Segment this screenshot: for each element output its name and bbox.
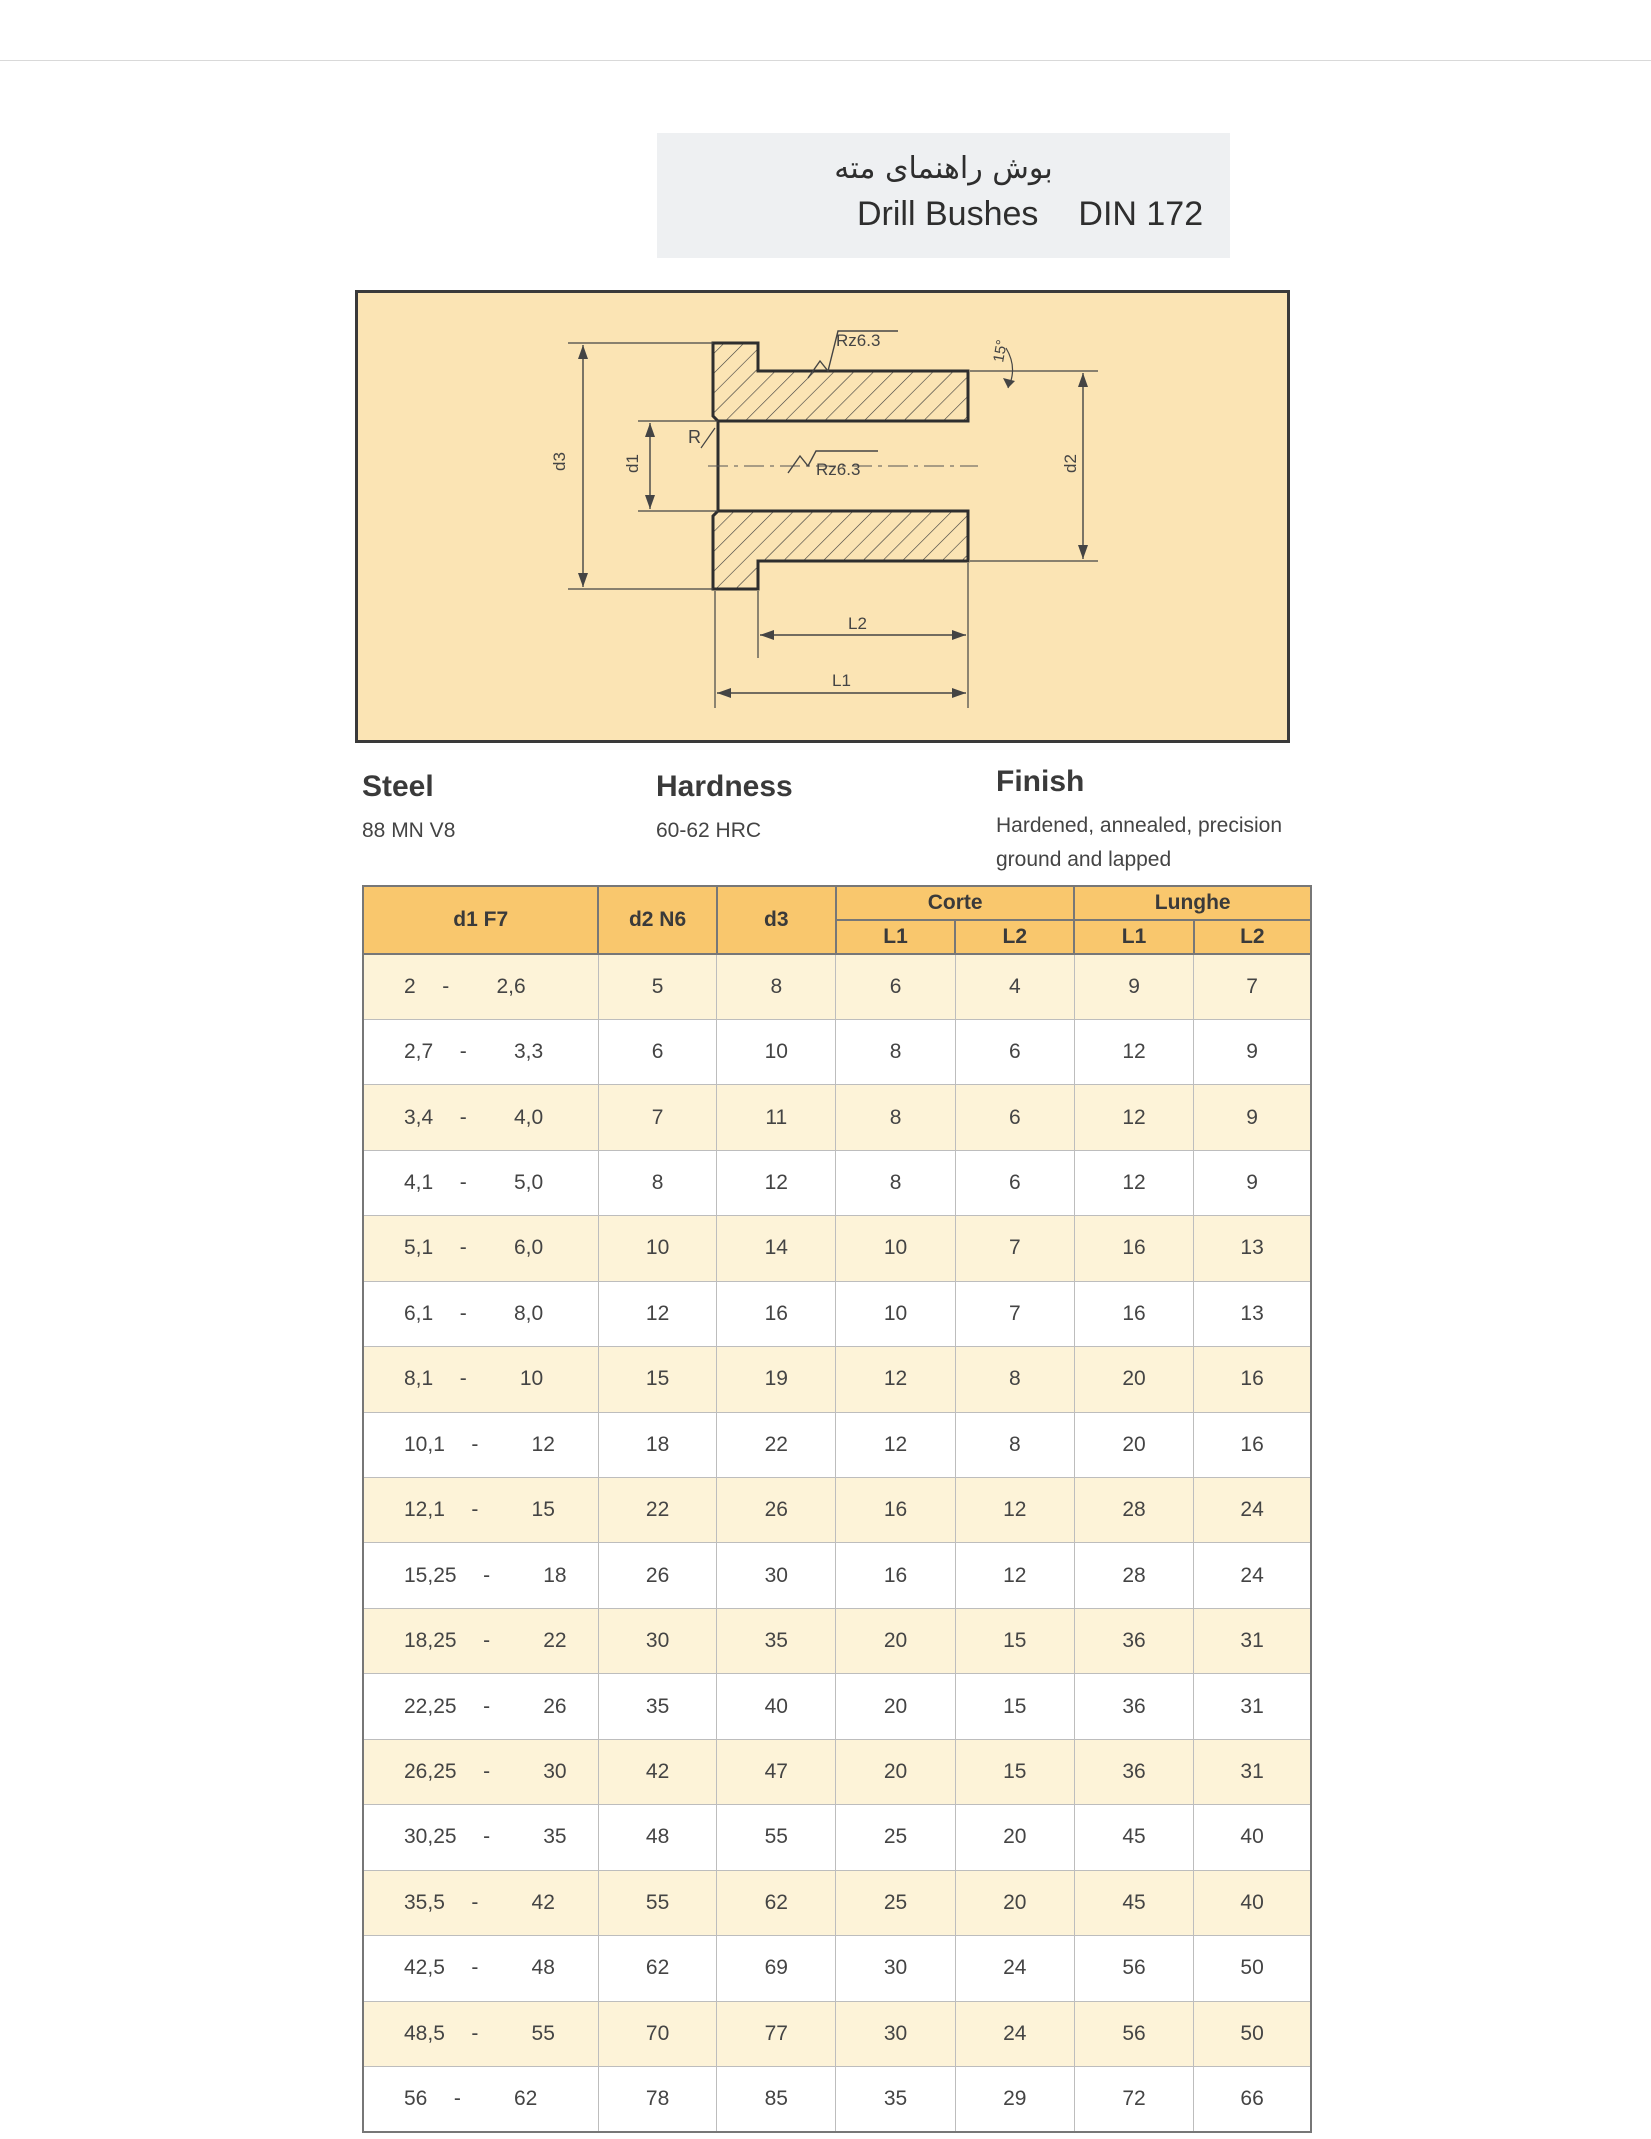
cell-corte-l1: 16 — [836, 1478, 955, 1543]
cell-d1 — [363, 1543, 598, 1608]
cell-d1-from: 4,1 — [404, 1171, 434, 1195]
range-dash: - — [453, 2086, 461, 2110]
cell-corte-l1: 8 — [836, 1150, 955, 1215]
cell-d3: 55 — [717, 1805, 836, 1870]
cell-d1-to: 22 — [543, 1629, 567, 1653]
cell-d2: 42 — [598, 1739, 716, 1804]
cell-d1-from: 56 — [404, 2086, 428, 2110]
table-row — [363, 1674, 1311, 1739]
cell-corte-l2: 15 — [955, 1608, 1074, 1673]
cell-corte-l2: 12 — [955, 1478, 1074, 1543]
cell-d1 — [363, 1870, 598, 1935]
cell-d1-to: 18 — [543, 1563, 567, 1587]
header-lunghe-l1: L1 — [1074, 920, 1193, 954]
title-persian: بوش راهنمای مته — [834, 151, 1053, 186]
cell-d1-to: 2,6 — [496, 974, 526, 998]
cell-d1-to: 42 — [531, 1890, 555, 1914]
cell-d2: 8 — [598, 1150, 716, 1215]
cell-corte-l1: 25 — [836, 1805, 955, 1870]
cell-lunghe-l2: 16 — [1194, 1412, 1311, 1477]
cell-d1 — [363, 1674, 598, 1739]
hardness-heading: Hardness — [656, 770, 793, 803]
range-dash: - — [471, 1432, 479, 1456]
cell-lunghe-l1: 45 — [1074, 1870, 1193, 1935]
cell-d1-to: 3,3 — [514, 1040, 544, 1064]
range-dash: - — [483, 1759, 491, 1783]
standard-code: DIN 172 — [1078, 195, 1204, 233]
cell-d2: 6 — [598, 1019, 716, 1084]
cell-d3: 35 — [717, 1608, 836, 1673]
cell-lunghe-l1: 36 — [1074, 1674, 1193, 1739]
cell-d1-to: 15 — [531, 1498, 555, 1522]
cell-lunghe-l1: 16 — [1074, 1216, 1193, 1281]
cell-d3: 14 — [717, 1216, 836, 1281]
cell-d2: 26 — [598, 1543, 716, 1608]
steel-spec — [362, 770, 455, 848]
cell-corte-l2: 24 — [955, 2001, 1074, 2066]
cell-lunghe-l2: 24 — [1194, 1478, 1311, 1543]
cell-d1-from: 35,5 — [404, 1890, 445, 1914]
cell-lunghe-l2: 24 — [1194, 1543, 1311, 1608]
cell-d1 — [363, 1412, 598, 1477]
d2-label: d2 — [1061, 454, 1080, 473]
range-dash: - — [483, 1694, 491, 1718]
range-dash: - — [459, 1040, 467, 1064]
cell-corte-l1: 6 — [836, 954, 955, 1019]
header-d2: d2 N6 — [598, 886, 716, 954]
cell-d1-to: 5,0 — [514, 1171, 544, 1195]
table-body — [363, 954, 1311, 2132]
cell-lunghe-l1: 36 — [1074, 1739, 1193, 1804]
cell-corte-l2: 15 — [955, 1674, 1074, 1739]
l2-label: L2 — [848, 614, 867, 633]
header-d3: d3 — [717, 886, 836, 954]
finish-value: Hardened, annealed, precision ground and lapped — [996, 814, 1283, 871]
cell-d3: 22 — [717, 1412, 836, 1477]
cell-d1 — [363, 2001, 598, 2066]
table-row — [363, 1085, 1311, 1150]
cell-d2: 5 — [598, 954, 716, 1019]
cell-d3: 77 — [717, 2001, 836, 2066]
cell-d2: 22 — [598, 1478, 716, 1543]
cell-lunghe-l1: 36 — [1074, 1608, 1193, 1673]
cell-lunghe-l1: 12 — [1074, 1085, 1193, 1150]
cell-corte-l1: 20 — [836, 1608, 955, 1673]
cell-lunghe-l2: 50 — [1194, 2001, 1311, 2066]
cell-d1 — [363, 1085, 598, 1150]
cell-corte-l2: 6 — [955, 1085, 1074, 1150]
cell-lunghe-l2: 31 — [1194, 1608, 1311, 1673]
cell-d1-to: 10 — [519, 1367, 544, 1391]
cell-lunghe-l1: 20 — [1074, 1412, 1193, 1477]
cell-lunghe-l2: 31 — [1194, 1674, 1311, 1739]
cell-d3: 8 — [717, 954, 836, 1019]
cell-d2: 30 — [598, 1608, 716, 1673]
cell-d1 — [363, 1347, 598, 1412]
cell-corte-l1: 35 — [836, 2066, 955, 2132]
cell-lunghe-l2: 40 — [1194, 1805, 1311, 1870]
table-row — [363, 954, 1311, 1019]
cell-d1-to: 62 — [514, 2086, 538, 2110]
cell-d2: 7 — [598, 1085, 716, 1150]
cell-corte-l1: 8 — [836, 1019, 955, 1084]
cell-lunghe-l1: 12 — [1074, 1019, 1193, 1084]
table-row — [363, 1150, 1311, 1215]
range-dash: - — [483, 1563, 491, 1587]
cell-lunghe-l2: 40 — [1194, 1870, 1311, 1935]
cell-lunghe-l2: 13 — [1194, 1216, 1311, 1281]
bushing-section-svg — [358, 293, 1287, 740]
table-row — [363, 1543, 1311, 1608]
cell-d1 — [363, 1608, 598, 1673]
cell-d1-to: 12 — [531, 1432, 555, 1456]
cell-lunghe-l2: 13 — [1194, 1281, 1311, 1346]
cell-d3: 12 — [717, 1150, 836, 1215]
cell-lunghe-l2: 9 — [1194, 1019, 1311, 1084]
cell-lunghe-l1: 12 — [1074, 1150, 1193, 1215]
cell-lunghe-l1: 56 — [1074, 2001, 1193, 2066]
cell-d3: 19 — [717, 1347, 836, 1412]
range-dash: - — [471, 1890, 479, 1914]
cell-d2: 15 — [598, 1347, 716, 1412]
dimensions-table — [362, 885, 1312, 2133]
range-dash: - — [442, 974, 450, 998]
finish-spec — [996, 765, 1316, 877]
cell-corte-l1: 8 — [836, 1085, 955, 1150]
cell-d3: 85 — [717, 2066, 836, 2132]
cell-corte-l2: 6 — [955, 1019, 1074, 1084]
cell-lunghe-l1: 20 — [1074, 1347, 1193, 1412]
table-row — [363, 1216, 1311, 1281]
d1-label: d1 — [623, 454, 642, 473]
steel-value: 88 MN V8 — [362, 819, 456, 842]
cell-lunghe-l2: 16 — [1194, 1347, 1311, 1412]
cell-corte-l1: 12 — [836, 1347, 955, 1412]
cell-d3: 30 — [717, 1543, 836, 1608]
cell-corte-l2: 12 — [955, 1543, 1074, 1608]
cell-corte-l2: 8 — [955, 1347, 1074, 1412]
cell-d1-from: 2 — [404, 974, 416, 998]
cell-lunghe-l2: 9 — [1194, 1150, 1311, 1215]
cell-d2: 62 — [598, 1936, 716, 2001]
hardness-spec — [656, 770, 793, 848]
cell-d1 — [363, 1019, 598, 1084]
cell-d3: 40 — [717, 1674, 836, 1739]
cell-d2: 12 — [598, 1281, 716, 1346]
cell-d1 — [363, 1216, 598, 1281]
cell-d1 — [363, 1739, 598, 1804]
table-row — [363, 1608, 1311, 1673]
cell-lunghe-l2: 9 — [1194, 1085, 1311, 1150]
scan-edge-line — [0, 60, 1651, 61]
cell-corte-l1: 25 — [836, 1870, 955, 1935]
range-dash: - — [483, 1629, 491, 1653]
product-name: Drill Bushes — [857, 195, 1039, 233]
title-banner — [657, 133, 1230, 258]
cell-d2: 48 — [598, 1805, 716, 1870]
cell-corte-l2: 24 — [955, 1936, 1074, 2001]
rz-inner-label: Rz6.3 — [816, 460, 861, 479]
range-dash: - — [459, 1236, 467, 1260]
cell-d1-from: 48,5 — [404, 2021, 445, 2045]
cell-corte-l1: 20 — [836, 1674, 955, 1739]
cell-lunghe-l1: 28 — [1074, 1478, 1193, 1543]
table-row — [363, 1805, 1311, 1870]
cell-d3: 26 — [717, 1478, 836, 1543]
rz-outer-label: Rz6.3 — [836, 331, 881, 350]
cell-corte-l2: 15 — [955, 1739, 1074, 1804]
table-row — [363, 1870, 1311, 1935]
cell-d1-to: 6,0 — [514, 1236, 544, 1260]
cell-d1-from: 42,5 — [404, 1956, 445, 1980]
cell-d1-from: 10,1 — [404, 1432, 445, 1456]
upper-section — [713, 343, 968, 421]
cell-d1-from: 3,4 — [404, 1105, 434, 1129]
header-lunghe: Lunghe — [1074, 886, 1311, 920]
cell-d1-from: 5,1 — [404, 1236, 434, 1260]
cell-d1 — [363, 1478, 598, 1543]
cell-d1-from: 6,1 — [404, 1301, 434, 1325]
table-row — [363, 1478, 1311, 1543]
cell-d2: 78 — [598, 2066, 716, 2132]
cell-lunghe-l1: 16 — [1074, 1281, 1193, 1346]
cell-d1-from: 26,25 — [404, 1759, 457, 1783]
cell-d3: 16 — [717, 1281, 836, 1346]
cell-lunghe-l1: 72 — [1074, 2066, 1193, 2132]
cell-corte-l2: 4 — [955, 954, 1074, 1019]
cell-d1 — [363, 2066, 598, 2132]
range-dash: - — [459, 1171, 467, 1195]
cell-corte-l1: 30 — [836, 1936, 955, 2001]
range-dash: - — [459, 1105, 467, 1129]
cell-lunghe-l2: 31 — [1194, 1739, 1311, 1804]
radius-label: R — [688, 427, 701, 447]
cell-corte-l2: 20 — [955, 1805, 1074, 1870]
table-row — [363, 2001, 1311, 2066]
cell-corte-l2: 29 — [955, 2066, 1074, 2132]
cell-lunghe-l1: 28 — [1074, 1543, 1193, 1608]
cell-corte-l1: 16 — [836, 1543, 955, 1608]
table-row — [363, 1019, 1311, 1084]
range-dash: - — [459, 1301, 467, 1325]
header-corte-l1: L1 — [836, 920, 955, 954]
cell-d1 — [363, 1281, 598, 1346]
cell-corte-l1: 10 — [836, 1216, 955, 1281]
table-row — [363, 2066, 1311, 2132]
cell-d1-from: 8,1 — [404, 1367, 434, 1391]
cell-d3: 11 — [717, 1085, 836, 1150]
cell-d2: 70 — [598, 2001, 716, 2066]
header-lunghe-l2: L2 — [1194, 920, 1311, 954]
cell-d2: 35 — [598, 1674, 716, 1739]
table-row — [363, 1347, 1311, 1412]
cell-corte-l1: 10 — [836, 1281, 955, 1346]
cell-d2: 18 — [598, 1412, 716, 1477]
cell-d1-to: 48 — [531, 1956, 555, 1980]
cell-d1 — [363, 1150, 598, 1215]
cell-d1-to: 35 — [543, 1825, 567, 1849]
header-corte-l2: L2 — [955, 920, 1074, 954]
cell-d1-to: 55 — [531, 2021, 555, 2045]
range-dash: - — [471, 1956, 479, 1980]
cell-lunghe-l2: 66 — [1194, 2066, 1311, 2132]
cell-d1 — [363, 1936, 598, 2001]
cell-d1-to: 8,0 — [514, 1301, 544, 1325]
cell-d2: 55 — [598, 1870, 716, 1935]
lower-section — [713, 511, 968, 589]
finish-heading: Finish — [996, 765, 1085, 798]
range-dash: - — [459, 1367, 467, 1391]
cell-d1-from: 2,7 — [404, 1040, 434, 1064]
cell-d1-from: 15,25 — [404, 1563, 457, 1587]
range-dash: - — [471, 2021, 479, 2045]
angle-label: 15° — [990, 338, 1011, 364]
hardness-value: 60-62 HRC — [656, 819, 762, 842]
cell-d1-from: 30,25 — [404, 1825, 457, 1849]
cell-d3: 10 — [717, 1019, 836, 1084]
header-corte: Corte — [836, 886, 1075, 920]
header-d1: d1 F7 — [363, 886, 598, 954]
technical-drawing — [355, 290, 1290, 743]
cell-lunghe-l1: 9 — [1074, 954, 1193, 1019]
steel-heading: Steel — [362, 770, 434, 803]
cell-d3: 69 — [717, 1936, 836, 2001]
cell-d1 — [363, 1805, 598, 1870]
cell-d1-to: 30 — [543, 1759, 567, 1783]
cell-d3: 47 — [717, 1739, 836, 1804]
cell-d1-to: 26 — [543, 1694, 567, 1718]
cell-corte-l2: 7 — [955, 1216, 1074, 1281]
cell-lunghe-l2: 50 — [1194, 1936, 1311, 2001]
cell-corte-l2: 20 — [955, 1870, 1074, 1935]
range-dash: - — [483, 1825, 491, 1849]
l1-label: L1 — [832, 671, 851, 690]
title-english — [857, 195, 1203, 234]
cell-corte-l2: 6 — [955, 1150, 1074, 1215]
cell-corte-l1: 30 — [836, 2001, 955, 2066]
cell-lunghe-l2: 7 — [1194, 954, 1311, 1019]
cell-corte-l1: 12 — [836, 1412, 955, 1477]
d3-label: d3 — [550, 452, 569, 471]
cell-d1-from: 12,1 — [404, 1498, 445, 1522]
range-dash: - — [471, 1498, 479, 1522]
cell-corte-l2: 7 — [955, 1281, 1074, 1346]
cell-d1-from: 18,25 — [404, 1629, 457, 1653]
table-row — [363, 1739, 1311, 1804]
cell-d1-from: 22,25 — [404, 1694, 457, 1718]
cell-d3: 62 — [717, 1870, 836, 1935]
table-row — [363, 1936, 1311, 2001]
table-row — [363, 1281, 1311, 1346]
cell-d2: 10 — [598, 1216, 716, 1281]
cell-d1 — [363, 954, 598, 1019]
table-row — [363, 1412, 1311, 1477]
cell-corte-l2: 8 — [955, 1412, 1074, 1477]
cell-corte-l1: 20 — [836, 1739, 955, 1804]
cell-lunghe-l1: 56 — [1074, 1936, 1193, 2001]
cell-d1-to: 4,0 — [514, 1105, 544, 1129]
cell-lunghe-l1: 45 — [1074, 1805, 1193, 1870]
